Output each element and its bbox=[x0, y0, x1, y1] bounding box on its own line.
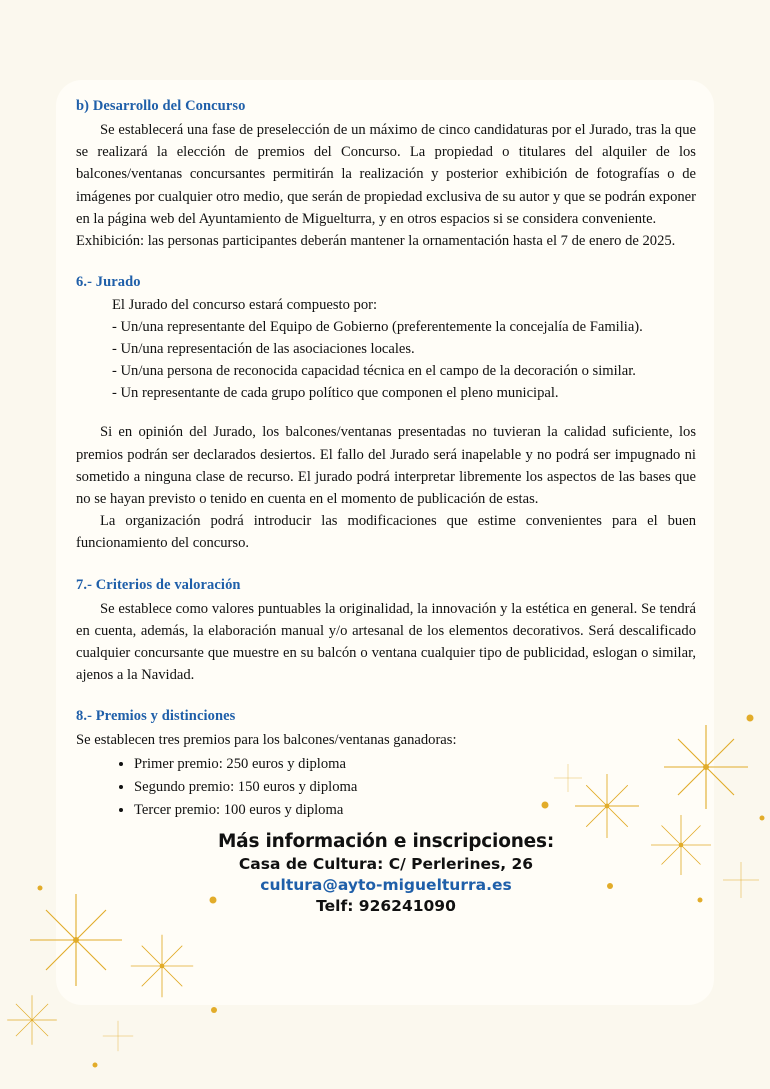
list-item: • Primer premio: 250 euros y diploma bbox=[134, 753, 696, 776]
section-heading-criterios: 7.- Criterios de valoración bbox=[76, 576, 241, 593]
paragraph-criterios-1: Se establece como valores puntuables la originalidad, la innovación y la estética en general. Se tendrá en cuenta, además, la elaboración manual y/o artesanal de los elementos decorativos. Será descalificado cualquier concursante que muestre en su balcón o ventana cualquier tipo de publicidad, eslogan o similar, ajenos a la Navidad. bbox=[76, 600, 696, 684]
jurado-intro: El Jurado del concurso estará compuesto por: bbox=[112, 297, 378, 314]
contact-phone: Telf: 926241090 bbox=[316, 897, 456, 916]
contact-address: Casa de Cultura: C/ Perlerines, 26 bbox=[238, 855, 534, 874]
contact-title: Más información e inscripciones: bbox=[217, 831, 555, 853]
list-item: • Segundo premio: 150 euros y diploma bbox=[134, 776, 696, 799]
jurado-member: - Un/una persona de reconocida capacidad técnica en el campo de la decoración o similar. bbox=[112, 362, 636, 379]
prizes-list bbox=[76, 753, 696, 821]
premios-intro: Se establecen tres premios para los balcones/ventanas ganadoras: bbox=[76, 732, 457, 749]
section-heading-premios: 8.- Premios y distinciones bbox=[76, 708, 236, 725]
section-heading-jurado: 6.- Jurado bbox=[76, 274, 141, 291]
jurado-member: - Un/una representación de las asociaciones locales. bbox=[112, 340, 415, 357]
jurado-member: - Un/una representante del Equipo de Gobierno (preferentemente la concejalía de Familia). bbox=[112, 318, 643, 335]
contact-block bbox=[76, 831, 696, 915]
jurado-member: - Un representante de cada grupo político que componen el pleno municipal. bbox=[112, 384, 559, 401]
document-content bbox=[76, 98, 696, 915]
contact-email[interactable]: cultura@ayto-miguelturra.es bbox=[260, 876, 512, 895]
list-item: • Tercer premio: 100 euros y diploma bbox=[134, 799, 696, 822]
paragraph-jurado-2: La organización podrá introducir las modificaciones que estime convenientes para el buen funcionamiento del concurso. bbox=[76, 513, 696, 552]
paragraph-desarrollo-1: Se establecerá una fase de preselección de un máximo de cinco candidaturas por el Jurado, tras la que se realizará la elección de premios del Concurso. La propiedad o titulares del alquiler de los balcones/ventanas concursantes permitirán la realización y posterior exhibición de fotografías o de imágenes por cualquier otro medio, que serán de propiedad exclusiva de su autor y que se podrán exponer en la página web del Ayuntamiento de Miguelturra, y en otros espacios si se considera conveniente. bbox=[76, 122, 696, 227]
paragraph-desarrollo-2: Exhibición: las personas participantes deberán mantener la ornamentación hasta el 7 de enero de 2025. bbox=[76, 232, 676, 249]
section-heading-desarrollo: b) Desarrollo del Concurso bbox=[76, 98, 246, 114]
paragraph-jurado-1: Si en opinión del Jurado, los balcones/ventanas presentadas no tuvieran la calidad suficiente, los premios podrán ser declarados desiertos. El fallo del Jurado será inapelable y no podrá ser impugnado ni sometido a ninguna clase de recurso. El jurado podrá interpretar libremente los aspectos de las bases que no se hayan previsto o tenido en cuenta en el momento de publicación de estas. bbox=[76, 424, 696, 507]
